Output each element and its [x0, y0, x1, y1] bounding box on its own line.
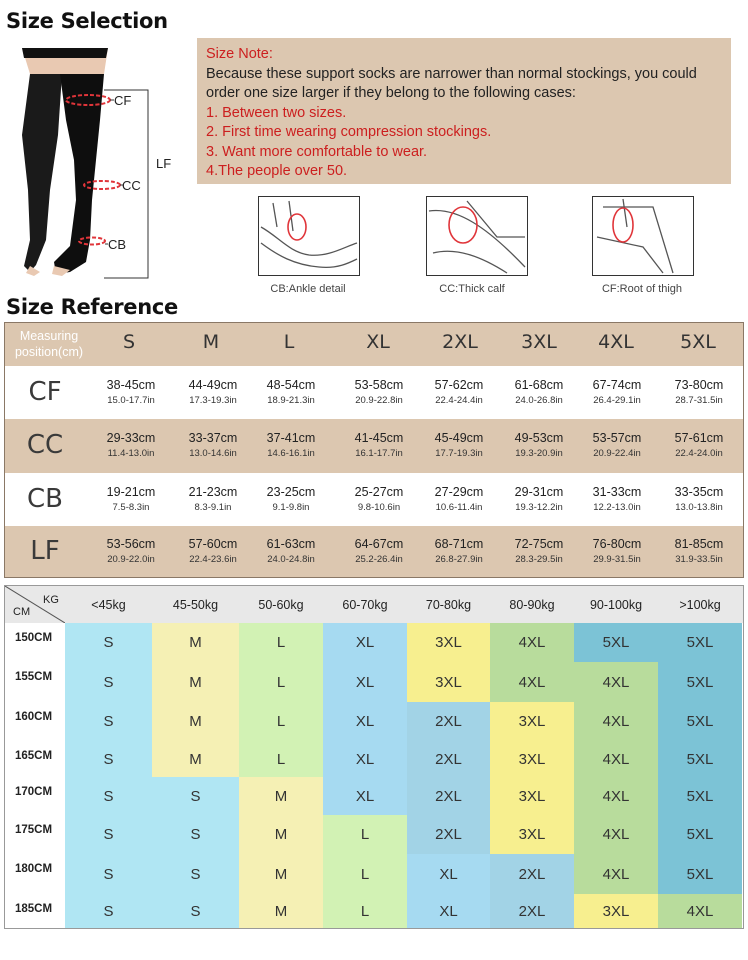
size-cell: 3XL	[490, 815, 574, 854]
size-cell: L	[239, 702, 323, 741]
size-note-box	[197, 38, 731, 184]
reference-row-cb	[5, 473, 743, 526]
cm-value: 38-45cm	[106, 377, 156, 392]
cm-value: 67-74cm	[592, 377, 642, 392]
size-cell: 2XL	[407, 815, 490, 854]
measure-label: LF	[30, 535, 60, 566]
cm-value: 29-33cm	[106, 431, 156, 445]
cm-value: 44-49cm	[188, 377, 238, 392]
inch-value: 16.1-17.7in	[355, 448, 403, 459]
inch-value: 28.7-31.5in	[675, 394, 723, 406]
reference-row-cc	[5, 419, 743, 473]
height-weight-size-chart	[4, 585, 744, 929]
size-cell: 4XL	[658, 894, 742, 928]
size-cell: 4XL	[574, 854, 658, 894]
size-cell: 5XL	[574, 623, 658, 662]
reference-header-row	[5, 323, 743, 366]
section-title-size-reference: Size Reference	[6, 295, 178, 319]
inch-value: 31.9-33.5in	[675, 553, 723, 565]
cm-value: 33-37cm	[188, 431, 238, 445]
size-cell: L	[239, 741, 323, 777]
size-cell: XL	[407, 854, 490, 894]
size-cell: 4XL	[574, 702, 658, 741]
measure-label: CF	[28, 376, 62, 407]
size-cell: 3XL	[574, 894, 658, 928]
note-item: 2. First time wearing compression stockings.	[206, 124, 492, 140]
ankle-sketch-icon	[259, 197, 359, 275]
label-cb: CB	[108, 237, 127, 252]
height-label: 165CM	[15, 750, 53, 762]
size-cell: M	[239, 894, 323, 928]
size-cell: L	[239, 623, 323, 662]
size-header: 5XL	[680, 331, 716, 353]
size-cell: 2XL	[407, 777, 490, 815]
cm-value: 31-33cm	[592, 484, 642, 499]
cm-value: 53-57cm	[592, 431, 642, 445]
measure-label: CB	[27, 483, 63, 514]
inch-value: 13.0-13.8in	[675, 501, 723, 513]
size-cell: XL	[323, 741, 407, 777]
inch-value: 22.4-23.6in	[189, 553, 237, 565]
cm-value: 23-25cm	[266, 484, 316, 499]
calf-sketch-icon	[427, 197, 527, 275]
cm-value: 72-75cm	[514, 536, 564, 551]
inch-value: 29.9-31.5in	[593, 553, 641, 565]
ankle-detail-image	[258, 196, 360, 276]
size-cell: M	[152, 702, 239, 741]
size-cell: 5XL	[658, 623, 742, 662]
cm-value: 81-85cm	[674, 536, 724, 551]
inch-value: 24.0-24.8in	[267, 553, 315, 565]
weight-header: 50-60kg	[258, 598, 304, 612]
size-cell: S	[65, 815, 152, 854]
cm-value: 61-63cm	[266, 536, 316, 551]
size-cell: XL	[407, 894, 490, 928]
size-cell: L	[323, 894, 407, 928]
inch-value: 20.9-22.0in	[107, 553, 155, 565]
inch-value: 22.4-24.0in	[675, 448, 723, 459]
cm-value: 21-23cm	[188, 484, 238, 499]
height-label: 185CM	[15, 903, 53, 915]
weight-header-row	[5, 586, 743, 623]
size-cell: S	[152, 777, 239, 815]
weight-header: 45-50kg	[172, 598, 219, 612]
inch-value: 13.0-14.6in	[189, 448, 237, 459]
size-cell: L	[323, 854, 407, 894]
height-label: 170CM	[15, 786, 53, 798]
inch-value: 17.3-19.3in	[189, 394, 237, 406]
size-cell: L	[239, 662, 323, 702]
weight-header: <45kg	[91, 598, 126, 612]
inch-value: 17.7-19.3in	[435, 448, 483, 459]
size-header: 2XL	[442, 331, 478, 353]
size-cell: 4XL	[490, 623, 574, 662]
size-cell: M	[239, 815, 323, 854]
size-cell: XL	[323, 662, 407, 702]
size-cell: 4XL	[574, 741, 658, 777]
size-cell: 5XL	[658, 777, 742, 815]
caption-thigh: CF:Root of thigh	[601, 283, 683, 295]
size-cell: 4XL	[490, 662, 574, 702]
size-cell: 4XL	[574, 777, 658, 815]
cm-value: 33-35cm	[674, 484, 724, 499]
measuring-position-label: Measuring position(cm)	[14, 329, 84, 359]
height-label: 180CM	[15, 863, 53, 875]
cm-value: 61-68cm	[514, 377, 564, 392]
label-cc: CC	[122, 178, 141, 193]
cm-value: 57-61cm	[674, 431, 724, 445]
size-header: XL	[366, 331, 390, 353]
size-cell: 4XL	[574, 815, 658, 854]
size-cell: 5XL	[658, 854, 742, 894]
cm-value: 41-45cm	[354, 431, 404, 445]
size-cell: S	[65, 662, 152, 702]
cm-value: 45-49cm	[434, 431, 484, 445]
inch-value: 15.0-17.7in	[107, 394, 155, 406]
inch-value: 28.3-29.5in	[515, 553, 563, 565]
reference-row-lf	[5, 526, 743, 577]
size-cell: 2XL	[407, 702, 490, 741]
note-item: 1. Between two sizes.	[206, 104, 347, 121]
weight-header: >100kg	[679, 598, 721, 612]
cm-value: 48-54cm	[266, 377, 316, 392]
corner-diagonal	[5, 586, 65, 623]
note-body: Because these support socks are narrower than normal stockings, you could order one size larger if they belong to the following cases:	[206, 65, 697, 101]
size-cell: 3XL	[407, 662, 490, 702]
cm-value: 53-58cm	[354, 377, 404, 392]
thigh-detail-image	[592, 196, 694, 276]
size-cell: S	[65, 741, 152, 777]
cm-value: 37-41cm	[266, 431, 316, 445]
cm-value: 64-67cm	[354, 536, 404, 551]
inch-value: 8.3-9.1in	[194, 501, 232, 513]
caption-ankle: CB:Ankle detail	[270, 283, 346, 295]
size-cell: S	[65, 854, 152, 894]
inch-value: 18.9-21.3in	[267, 394, 315, 406]
size-cell: 5XL	[658, 662, 742, 702]
label-cf: CF	[114, 93, 132, 108]
size-cell: S	[152, 854, 239, 894]
inch-value: 19.3-12.2in	[515, 501, 563, 513]
size-cell: 3XL	[407, 623, 490, 662]
inch-value: 25.2-26.4in	[355, 553, 403, 565]
size-cell: 3XL	[490, 741, 574, 777]
note-item: 4.The people over 50.	[206, 163, 348, 179]
inch-value: 26.4-29.1in	[593, 394, 641, 406]
size-cell: M	[152, 662, 239, 702]
weight-header: 60-70kg	[342, 598, 388, 612]
note-item: 3. Want more comfortable to wear.	[206, 143, 428, 160]
size-cell: L	[323, 815, 407, 854]
cm-value: 73-80cm	[674, 377, 724, 392]
weight-header: 80-90kg	[509, 598, 555, 612]
size-header: M	[202, 331, 220, 353]
calf-detail-image	[426, 196, 528, 276]
cm-value: 57-60cm	[188, 536, 238, 551]
size-cell: 3XL	[490, 777, 574, 815]
cm-value: 53-56cm	[106, 536, 156, 551]
size-cell: XL	[323, 777, 407, 815]
size-cell: 5XL	[658, 702, 742, 741]
size-cell: S	[65, 777, 152, 815]
section-title-size-selection: Size Selection	[6, 9, 168, 33]
size-header: 3XL	[521, 331, 557, 353]
size-cell: 2XL	[490, 894, 574, 928]
size-header: L	[283, 331, 295, 353]
inch-value: 12.2-13.0in	[593, 501, 641, 513]
size-reference-table	[4, 322, 744, 578]
size-cell: M	[239, 854, 323, 894]
weight-header: 70-80kg	[425, 598, 472, 612]
size-cell: XL	[323, 623, 407, 662]
cm-value: 49-53cm	[514, 431, 564, 445]
reference-row-cf	[5, 366, 743, 419]
inch-value: 9.1-9.8in	[272, 501, 310, 513]
note-heading: Size Note:	[206, 46, 273, 62]
size-cell: S	[65, 894, 152, 928]
inch-value: 24.0-26.8in	[515, 394, 563, 406]
caption-calf: CC:Thick calf	[439, 283, 505, 295]
weight-header: 90-100kg	[589, 598, 643, 612]
size-cell: 2XL	[407, 741, 490, 777]
cm-value: 19-21cm	[106, 484, 156, 499]
cm-corner-label: CM	[13, 606, 31, 618]
cm-value: 27-29cm	[434, 484, 484, 499]
size-cell: 4XL	[574, 662, 658, 702]
height-label: 175CM	[15, 824, 53, 836]
size-cell: 3XL	[490, 702, 574, 741]
size-cell: M	[239, 777, 323, 815]
inch-value: 20.9-22.8in	[355, 394, 403, 406]
height-label: 155CM	[15, 671, 53, 683]
size-cell: S	[152, 815, 239, 854]
size-cell: M	[152, 623, 239, 662]
size-header: S	[122, 331, 136, 353]
inch-value: 10.6-11.4in	[435, 501, 483, 513]
cm-value: 68-71cm	[434, 536, 484, 551]
inch-value: 22.4-24.4in	[435, 394, 483, 406]
height-label: 150CM	[15, 632, 53, 644]
measure-label: CC	[26, 430, 64, 460]
thigh-sketch-icon	[593, 197, 693, 275]
size-cell: S	[65, 702, 152, 741]
inch-value: 11.4-13.0in	[107, 448, 155, 459]
inch-value: 20.9-22.4in	[593, 448, 641, 459]
height-label: 160CM	[15, 711, 53, 723]
inch-value: 26.8-27.9in	[435, 553, 483, 565]
inch-value: 7.5-8.3in	[112, 501, 150, 513]
size-header: 4XL	[598, 331, 634, 353]
inch-value: 19.3-20.9in	[515, 448, 563, 459]
size-cell: S	[65, 623, 152, 662]
label-lf: LF	[156, 156, 172, 171]
kg-corner-label: KG	[43, 594, 59, 606]
size-cell: 5XL	[658, 741, 742, 777]
cm-value: 25-27cm	[354, 484, 404, 499]
cm-value: 29-31cm	[514, 484, 564, 499]
size-cell: 2XL	[490, 854, 574, 894]
size-cell: XL	[323, 702, 407, 741]
leg-illustration	[0, 40, 190, 285]
cm-value: 76-80cm	[592, 536, 642, 551]
size-cell: M	[152, 741, 239, 777]
size-cell: 5XL	[658, 815, 742, 854]
inch-value: 9.8-10.6in	[357, 501, 401, 513]
size-cell: S	[152, 894, 239, 928]
inch-value: 14.6-16.1in	[267, 448, 315, 459]
cm-value: 57-62cm	[434, 377, 484, 392]
